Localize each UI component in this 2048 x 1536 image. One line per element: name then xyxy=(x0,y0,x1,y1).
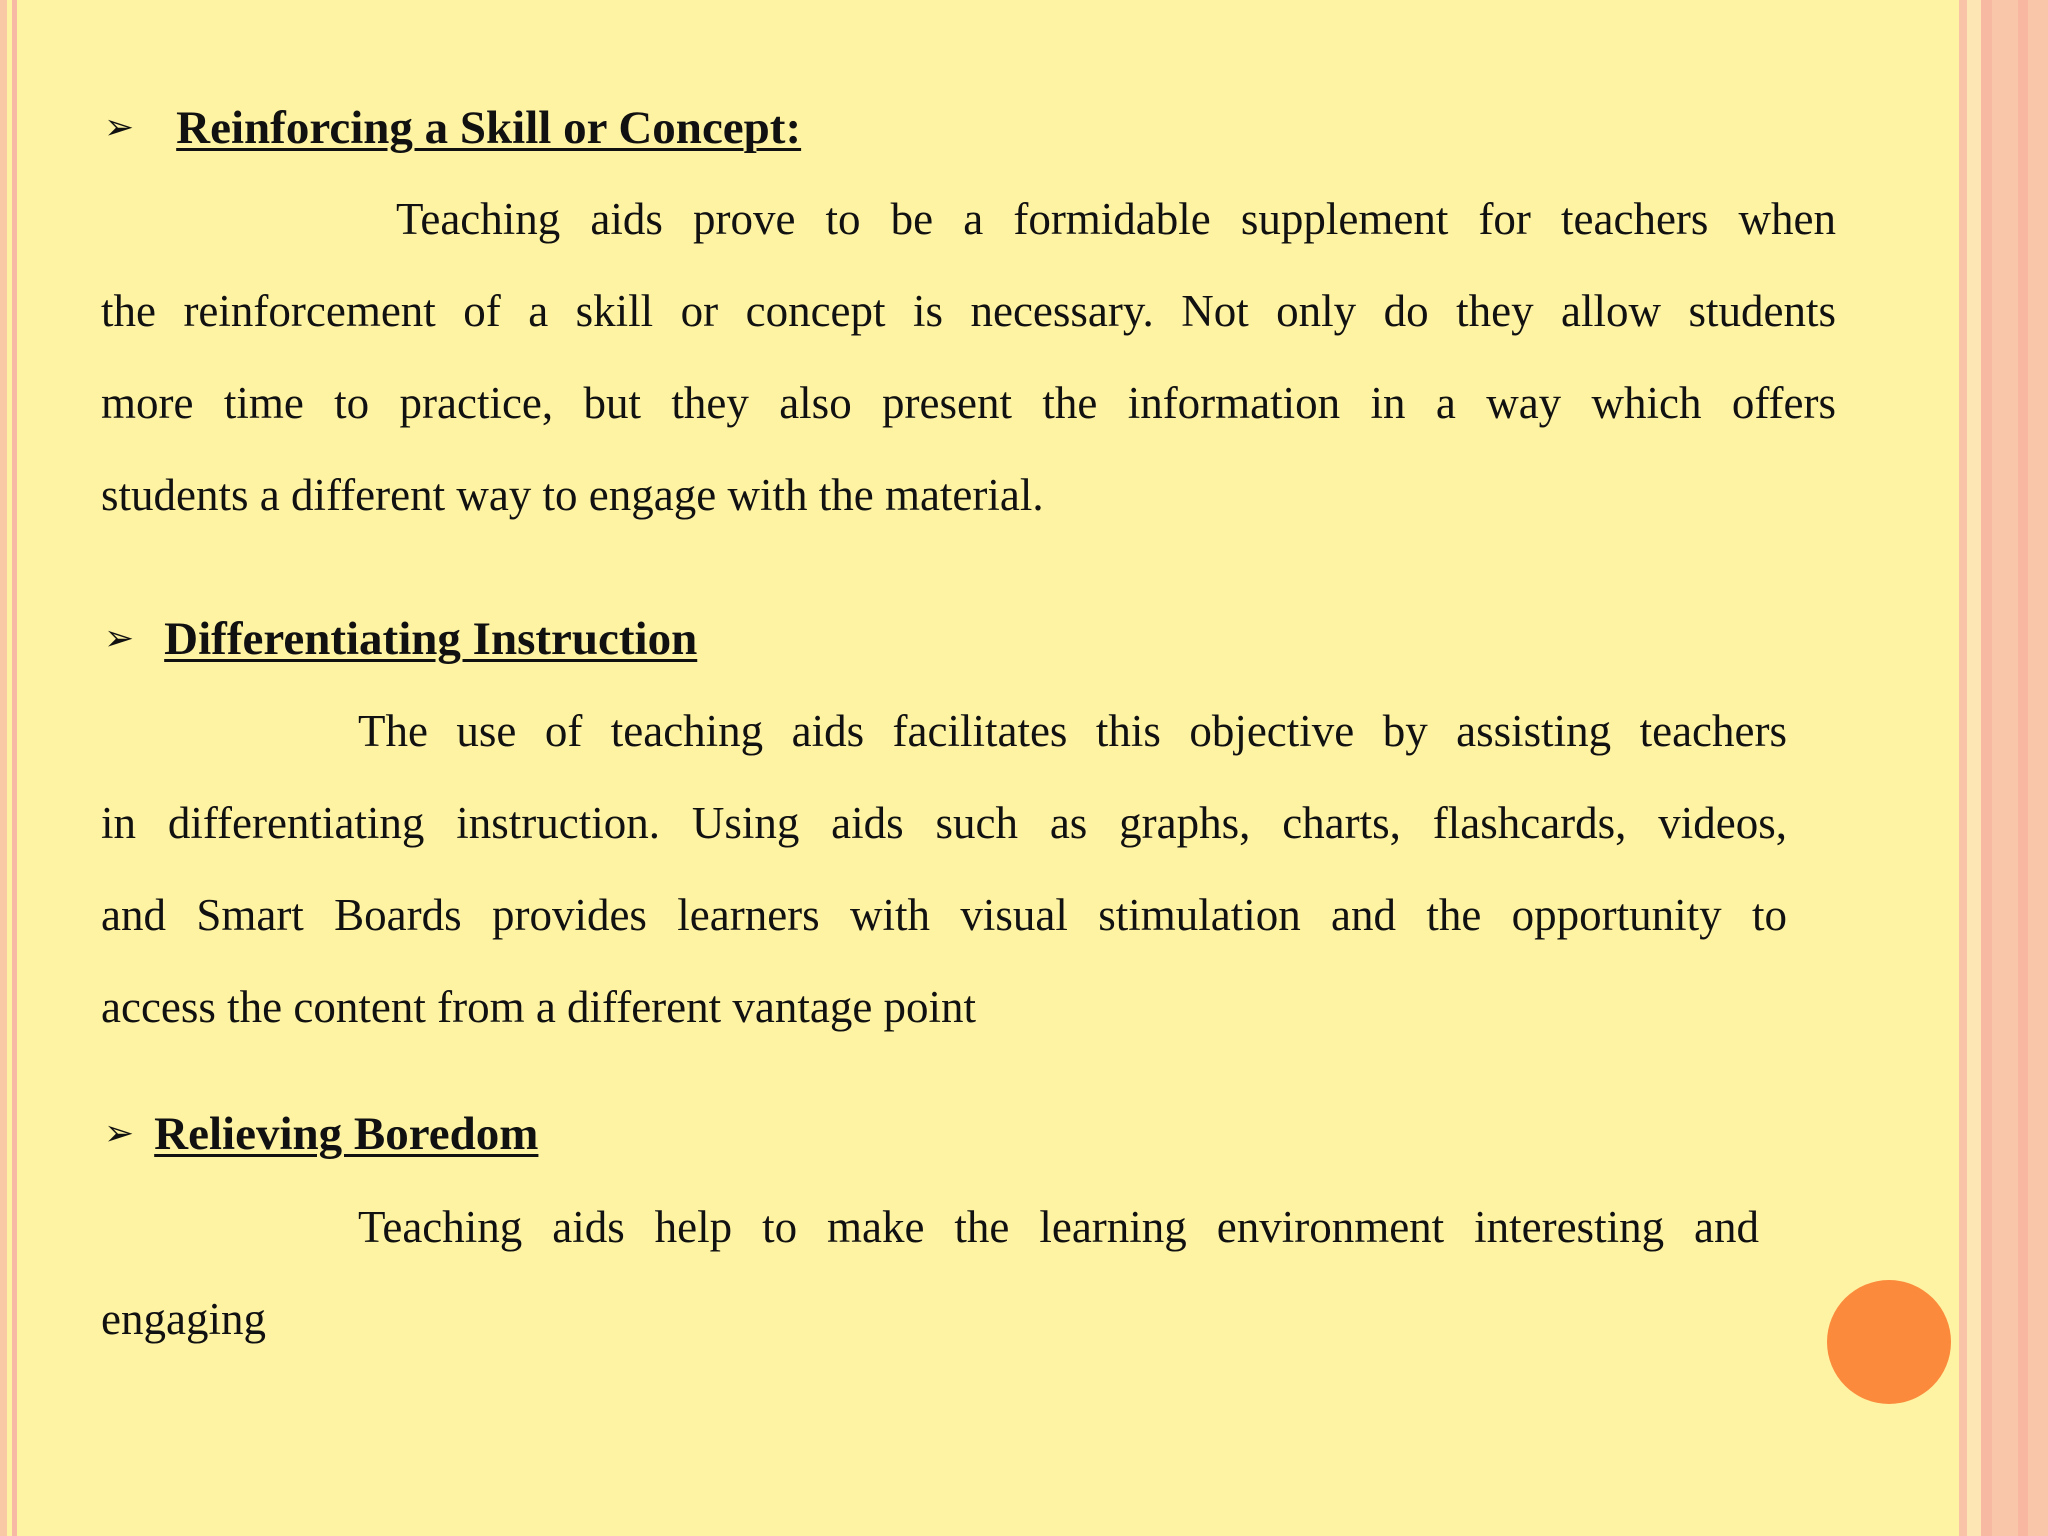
right-border-gap xyxy=(1967,0,1981,1536)
paragraph-line: the reinforcement of a skill or concept is necessary. Not only do they allow students xyxy=(101,286,1836,336)
paragraph-line: in differentiating instruction. Using aids such as graphs, charts, flashcards, videos, xyxy=(101,798,1787,848)
left-border-stripe-inner xyxy=(12,0,17,1536)
heading-text: Relieving Boredom xyxy=(154,1108,539,1160)
arrow-bullet-icon: ➢ xyxy=(104,1113,135,1154)
paragraph-line: The use of teaching aids facilitates this objective by assisting teachers xyxy=(358,706,1787,756)
heading-text: Reinforcing a Skill or Concept: xyxy=(176,102,802,154)
section-heading-reinforcing xyxy=(104,100,801,156)
arrow-bullet-icon: ➢ xyxy=(104,107,135,148)
section-heading-differentiating xyxy=(104,611,697,667)
paragraph-line: students a different way to engage with the material. xyxy=(101,470,1044,520)
paragraph-line: Teaching aids prove to be a formidable supplement for teachers when xyxy=(396,194,1836,244)
arrow-bullet-icon: ➢ xyxy=(104,618,135,659)
paragraph-line: more time to practice, but they also present the information in a way which offers xyxy=(101,378,1836,428)
heading-text: Differentiating Instruction xyxy=(164,613,698,665)
right-border-stripe xyxy=(1981,0,1992,1536)
section-heading-relieving xyxy=(104,1106,538,1162)
paragraph-line: access the content from a different vantage point xyxy=(101,982,977,1032)
right-border-stripe xyxy=(1959,0,1967,1536)
paragraph-line: and Smart Boards provides learners with visual stimulation and the opportunity to xyxy=(101,890,1787,940)
paragraph-line: Teaching aids help to make the learning environment interesting and xyxy=(358,1202,1759,1252)
orange-circle-decoration xyxy=(1827,1280,1951,1404)
left-border-stripe xyxy=(0,0,7,1536)
paragraph-line: engaging xyxy=(101,1294,266,1344)
right-border-stripe xyxy=(2018,0,2028,1536)
